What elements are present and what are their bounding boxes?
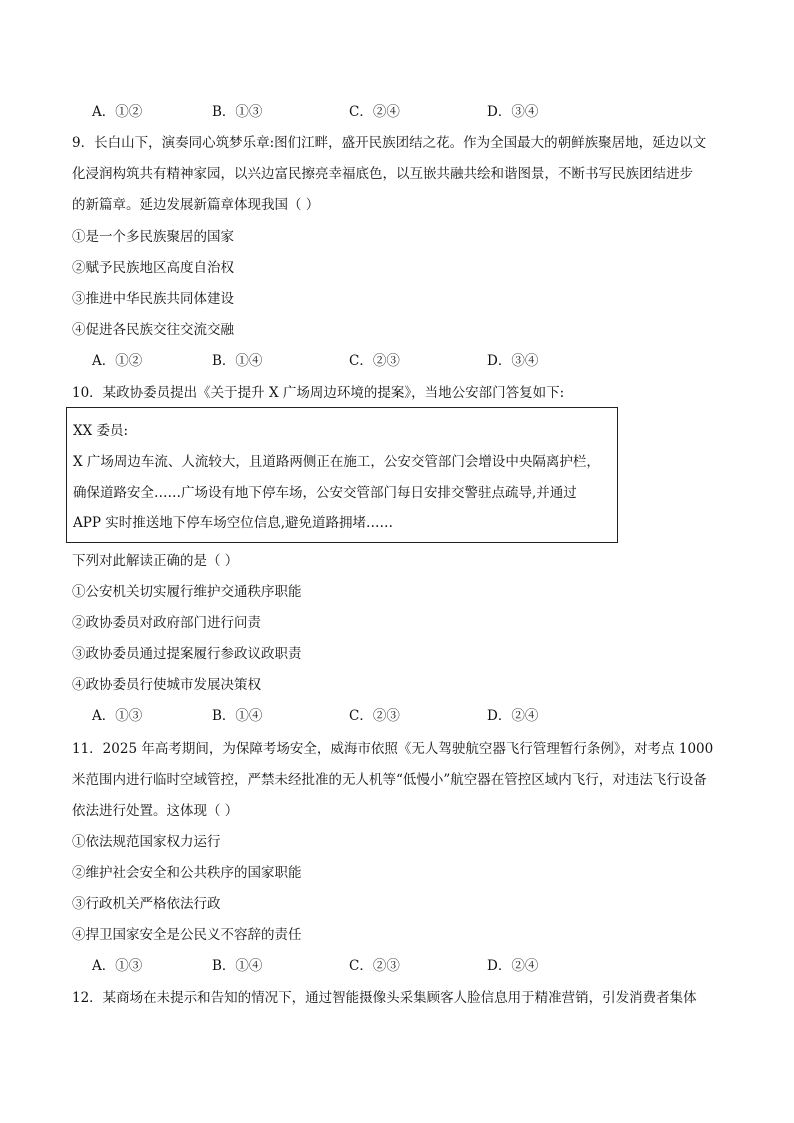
q10-option-d: D．②④ <box>487 708 539 724</box>
q12-stem: 12．某商场在未提示和告知的情况下，通过智能摄像头采集顾客人脸信息用于精准营销，引发消费者集体 <box>72 990 697 1006</box>
q10-options <box>92 707 652 725</box>
q11-option-d: D．②④ <box>487 958 539 974</box>
q11-stem-line-3: 依法进行处置。这体现（ ） <box>72 803 239 819</box>
q9-stem-line-1: 9．长白山下，演奏同心筑梦乐章:图们江畔，盛开民族团结之花。作为全国最大的朝鲜族聚居地，延边以文 <box>72 135 707 151</box>
q10-box-line-3: 确保道路安全……广场设有地下停车场，公安交管部门每日安排交警驻点疏导,并通过 <box>73 485 577 501</box>
q8-options <box>92 103 652 121</box>
q11-option-a: A．①③ <box>92 958 143 974</box>
q11-stem-line-1: 11．2025 年高考期间，为保障考场安全，威海市依照《无人驾驶航空器飞行管理暂行条例》，对考点 1000 <box>72 741 714 757</box>
q9-statement-4: ④促进各民族交往交流交融 <box>72 322 234 338</box>
q9-statement-1: ①是一个多民族聚居的国家 <box>72 229 234 245</box>
q10-box-line-1: XX 委员: <box>73 423 129 439</box>
q10-option-a: A．①③ <box>92 708 143 724</box>
q11-statement-3: ③行政机关严格依法行政 <box>72 896 221 912</box>
q10-stem: 10．某政协委员提出《关于提升 X 广场周边环境的提案》，当地公安部门答复如下: <box>72 385 565 401</box>
q10-question: 下列对此解读正确的是（ ） <box>72 553 239 569</box>
q9-option-a: A．①② <box>92 353 143 369</box>
q10-statement-1: ①公安机关切实履行维护交通秩序职能 <box>72 584 302 600</box>
q10-statement-2: ②政协委员对政府部门进行问责 <box>72 615 261 631</box>
q10-option-b: B．①④ <box>212 708 263 724</box>
q9-statement-2: ②赋予民族地区高度自治权 <box>72 260 234 276</box>
q10-statement-4: ④政协委员行使城市发展决策权 <box>72 677 261 693</box>
q11-options <box>92 957 652 975</box>
q11-option-c: C．②③ <box>349 958 400 974</box>
q11-statement-4: ④捍卫国家安全是公民义不容辞的责任 <box>72 927 302 943</box>
q9-stem-line-3: 的新篇章。延边发展新篇章体现我国（ ） <box>72 197 320 213</box>
q11-option-b: B．①④ <box>212 958 263 974</box>
q8-option-a: A．①② <box>92 104 143 120</box>
q11-statement-1: ①依法规范国家权力运行 <box>72 834 221 850</box>
q8-option-d: D．③④ <box>487 104 539 120</box>
q10-reply-box <box>66 407 618 543</box>
q10-box-line-4: APP 实时推送地下停车场空位信息,避免道路拥堵…… <box>73 515 393 531</box>
q9-option-b: B．①④ <box>212 353 263 369</box>
q8-option-b: B．①③ <box>212 104 263 120</box>
q9-option-d: D．③④ <box>487 353 539 369</box>
q9-stem-line-2: 化浸润构筑共有精神家园，以兴边富民擦亮幸福底色，以互嵌共融共绘和谐图景，不断书写民族团结进步 <box>72 166 693 182</box>
q11-statement-2: ②维护社会安全和公共秩序的国家职能 <box>72 865 302 881</box>
q9-options <box>92 352 652 370</box>
q9-statement-3: ③推进中华民族共同体建设 <box>72 291 234 307</box>
q8-option-c: C．②④ <box>349 104 400 120</box>
q10-option-c: C．②③ <box>349 708 400 724</box>
q9-option-c: C．②③ <box>349 353 400 369</box>
q10-statement-3: ③政协委员通过提案履行参政议政职责 <box>72 646 302 662</box>
q11-stem-line-2: 米范围内进行临时空域管控，严禁未经批准的无人机等“低慢小”航空器在管控区域内飞行，对违法飞行设备 <box>72 772 707 788</box>
q10-box-line-2: X 广场周边车流、人流较大，且道路两侧正在施工，公安交管部门会增设中央隔离护栏， <box>73 454 600 470</box>
